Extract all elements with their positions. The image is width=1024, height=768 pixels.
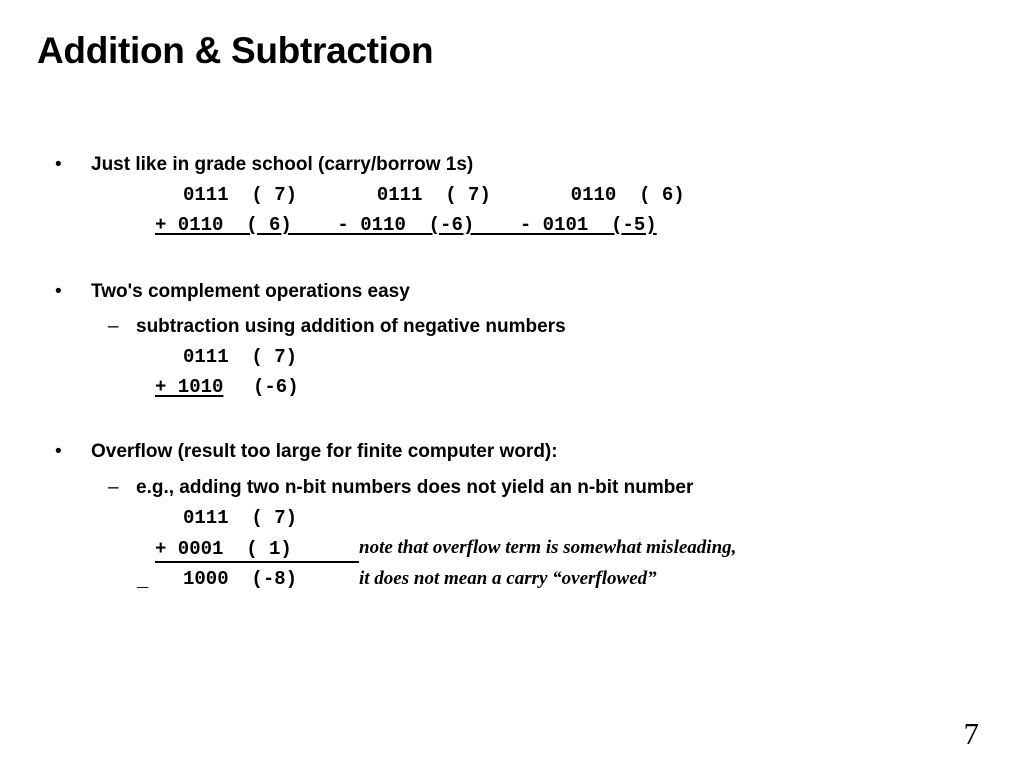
overflow-example-row-1: 0111 ( 7) bbox=[183, 507, 298, 529]
bullet-twos-complement: Two's complement operations easy bbox=[91, 281, 410, 302]
overflow-result-marker: _ bbox=[137, 570, 149, 592]
bullet-grade-school: Just like in grade school (carry/borrow 1s) bbox=[91, 154, 474, 175]
twos-example-row-1: 0111 ( 7) bbox=[183, 346, 298, 368]
bullet-marker: • bbox=[55, 281, 62, 302]
overflow-note-line-1: note that overflow term is somewhat misleading, bbox=[359, 537, 737, 558]
bullet-marker: • bbox=[55, 154, 62, 175]
example-row-2: + 0110 ( 6) - 0110 (-6) - 0101 (-5) bbox=[155, 214, 657, 236]
sub-bullet-example: e.g., adding two n-bit numbers does not yield an n-bit number bbox=[136, 477, 694, 498]
overflow-note-line-2: it does not mean a carry “overflowed” bbox=[359, 568, 657, 589]
example-row-1: 0111 ( 7) 0111 ( 7) 0110 ( 6) bbox=[183, 184, 685, 206]
twos-example-row-2-value: (-6) bbox=[253, 376, 299, 398]
sub-bullet-subtraction: subtraction using addition of negative numbers bbox=[136, 316, 566, 337]
twos-example-row-2-operand: + 1010 bbox=[155, 376, 224, 398]
bullet-overflow: Overflow (result too large for finite computer word): bbox=[91, 441, 558, 462]
slide-title: Addition & Subtraction bbox=[37, 30, 434, 71]
sub-bullet-marker: – bbox=[108, 477, 119, 498]
overflow-example-row-2: + 0001 ( 1) bbox=[155, 538, 292, 560]
bullet-marker: • bbox=[55, 441, 62, 462]
overflow-example-row-3: 1000 (-8) bbox=[183, 568, 298, 590]
page-number: 7 bbox=[963, 716, 979, 751]
sum-underline bbox=[155, 561, 359, 563]
sub-bullet-marker: – bbox=[108, 316, 119, 337]
